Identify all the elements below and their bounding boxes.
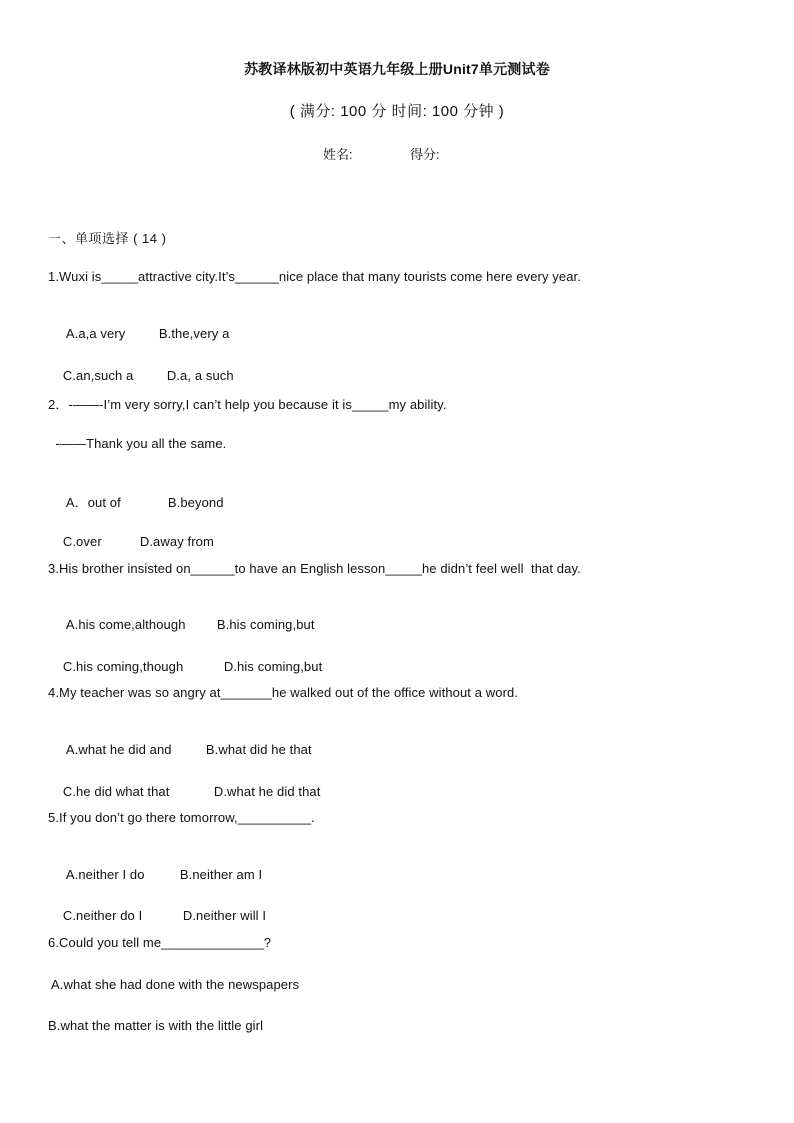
question-3-option-a: A.his come,although <box>62 617 186 632</box>
question-1-options-row2 <box>48 353 234 398</box>
question-4-option-d: D.what he did that <box>213 784 321 799</box>
question-2-option-a: A．out of <box>62 495 121 510</box>
question-5-option-b: B.neither am I <box>179 867 263 882</box>
question-3-option-d: D.his coming,but <box>223 659 323 674</box>
question-3-options-row2 <box>48 644 322 689</box>
section-heading: 一、单项选择 ( 14 ) <box>48 231 167 246</box>
question-5-option-c: C.neither do I <box>62 908 143 923</box>
exam-title: 苏教译林版初中英语九年级上册Unit7单元测试卷 <box>244 61 550 77</box>
question-6-option-a: A.what she had done with the newspapers <box>48 977 300 992</box>
question-5-options-row2 <box>48 893 266 938</box>
question-1-stem: 1.Wuxi is_____attractive city.It’s______nice place that many tourists come here every year. <box>48 269 581 284</box>
question-2-option-d: D.away from <box>139 534 214 549</box>
question-4-option-c: C.he did what that <box>62 784 170 799</box>
question-6-stem: 6.Could you tell me______________? <box>48 935 272 950</box>
question-6-option-b: B.what the matter is with the little girl <box>48 1018 264 1033</box>
question-5-option-a: A.neither I do <box>62 867 145 882</box>
question-1-option-d: D.a, a such <box>166 368 234 383</box>
question-4-option-a: A.what he did and <box>62 742 172 757</box>
score-label: 得分: <box>410 147 440 162</box>
question-2-option-c: C.over <box>62 534 102 549</box>
question-5-options-row1 <box>48 852 262 897</box>
question-1-option-c: C.an,such a <box>62 368 134 383</box>
question-2-response: -——Thank you all the same. <box>48 436 227 451</box>
question-2-options-row2 <box>48 519 214 564</box>
question-3-option-b: B.his coming,but <box>216 617 315 632</box>
question-4-options-row1 <box>48 727 312 772</box>
question-1-option-a: A.a,a very <box>62 326 126 341</box>
question-3-stem: 3.His brother insisted on______to have an English lesson_____he didn’t feel well that day. <box>48 561 581 576</box>
question-1-options-row1 <box>48 311 229 356</box>
question-5-stem: 5.If you don’t go there tomorrow,__________. <box>48 810 315 825</box>
question-2-option-b: B.beyond <box>167 495 224 510</box>
exam-subtitle: ( 满分: 100 分 时间: 100 分钟 ) <box>289 103 505 120</box>
question-4-option-b: B.what did he that <box>205 742 312 757</box>
question-3-options-row1 <box>48 602 315 647</box>
question-1-option-b: B.the,very a <box>158 326 230 341</box>
question-4-stem: 4.My teacher was so angry at_______he walked out of the office without a word. <box>48 685 519 700</box>
question-2-stem: 2．-——-I’m very sorry,I can’t help you because it is_____my ability. <box>48 397 447 412</box>
question-5-option-d: D.neither will I <box>182 908 267 923</box>
name-label: 姓名: <box>323 147 353 162</box>
question-3-option-c: C.his coming,though <box>62 659 184 674</box>
question-4-options-row2 <box>48 769 320 814</box>
